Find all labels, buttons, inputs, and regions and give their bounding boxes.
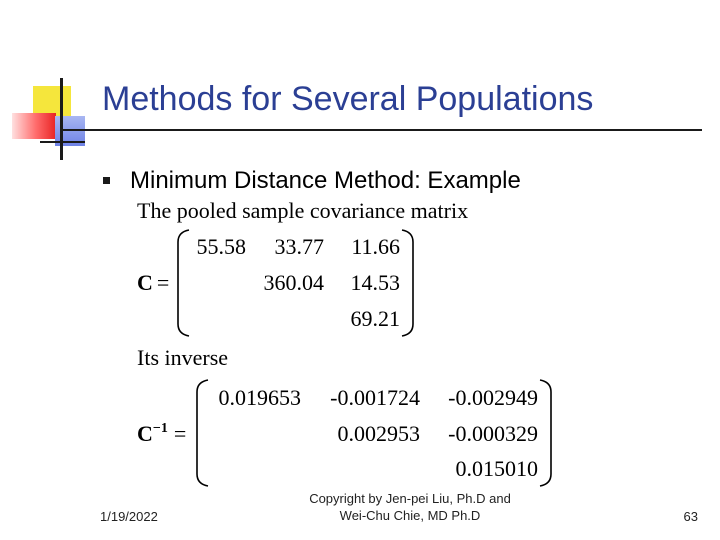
matrix-c-inverse-cell: -0.001724 — [330, 385, 420, 410]
footer-date: 1/19/2022 — [100, 509, 158, 524]
matrix-c-cell: 55.58 — [196, 234, 246, 259]
matrix-c-equation — [137, 270, 169, 296]
matrix-c-equals: = — [156, 270, 170, 295]
matrix-c-right-paren — [398, 228, 416, 338]
matrix-c-inverse-equals: = — [173, 421, 187, 446]
footer-copyright — [290, 490, 530, 524]
slide-title: Methods for Several Populations — [102, 80, 594, 118]
logo-red-bar — [12, 113, 56, 139]
matrix-c-inverse-cell: 0.015010 — [455, 456, 538, 481]
matrix-c-cell: 360.04 — [263, 270, 324, 295]
title-divider — [62, 129, 702, 131]
matrix-c-cell: 14.53 — [350, 270, 400, 295]
pooled-covariance-text: The pooled sample covariance matrix — [137, 198, 469, 223]
decorative-logo — [0, 0, 100, 170]
footer-page-number: 63 — [683, 509, 698, 524]
matrix-c-inverse-cell: -0.000329 — [448, 421, 538, 446]
matrix-c-inverse-right-paren — [536, 378, 554, 488]
matrix-c-cell: 69.21 — [350, 306, 400, 331]
matrix-c-inverse-equation — [137, 421, 186, 447]
matrix-c-inverse-superscript: −1 — [152, 421, 168, 436]
bullet-text: Minimum Distance Method: Example — [130, 167, 521, 194]
bullet-square-icon — [103, 177, 110, 184]
footer-copyright-line1: Copyright by Jen-pei Liu, Ph.D and — [309, 491, 511, 506]
logo-horizontal-line — [40, 141, 85, 143]
matrix-c-cell: 33.77 — [274, 234, 324, 259]
matrix-c-cell: 11.66 — [351, 234, 400, 259]
matrix-c-inverse-cell: -0.002949 — [448, 385, 538, 410]
matrix-c-label: C — [137, 270, 153, 295]
matrix-c-inverse-cell: 0.019653 — [218, 385, 301, 410]
footer-copyright-line2: Wei-Chu Chie, MD Ph.D — [339, 508, 481, 523]
logo-vertical-line — [60, 78, 63, 160]
matrix-c-inverse-cell: 0.002953 — [337, 421, 420, 446]
matrix-c-inverse-label: C — [137, 421, 153, 446]
inverse-text: Its inverse — [137, 345, 229, 370]
